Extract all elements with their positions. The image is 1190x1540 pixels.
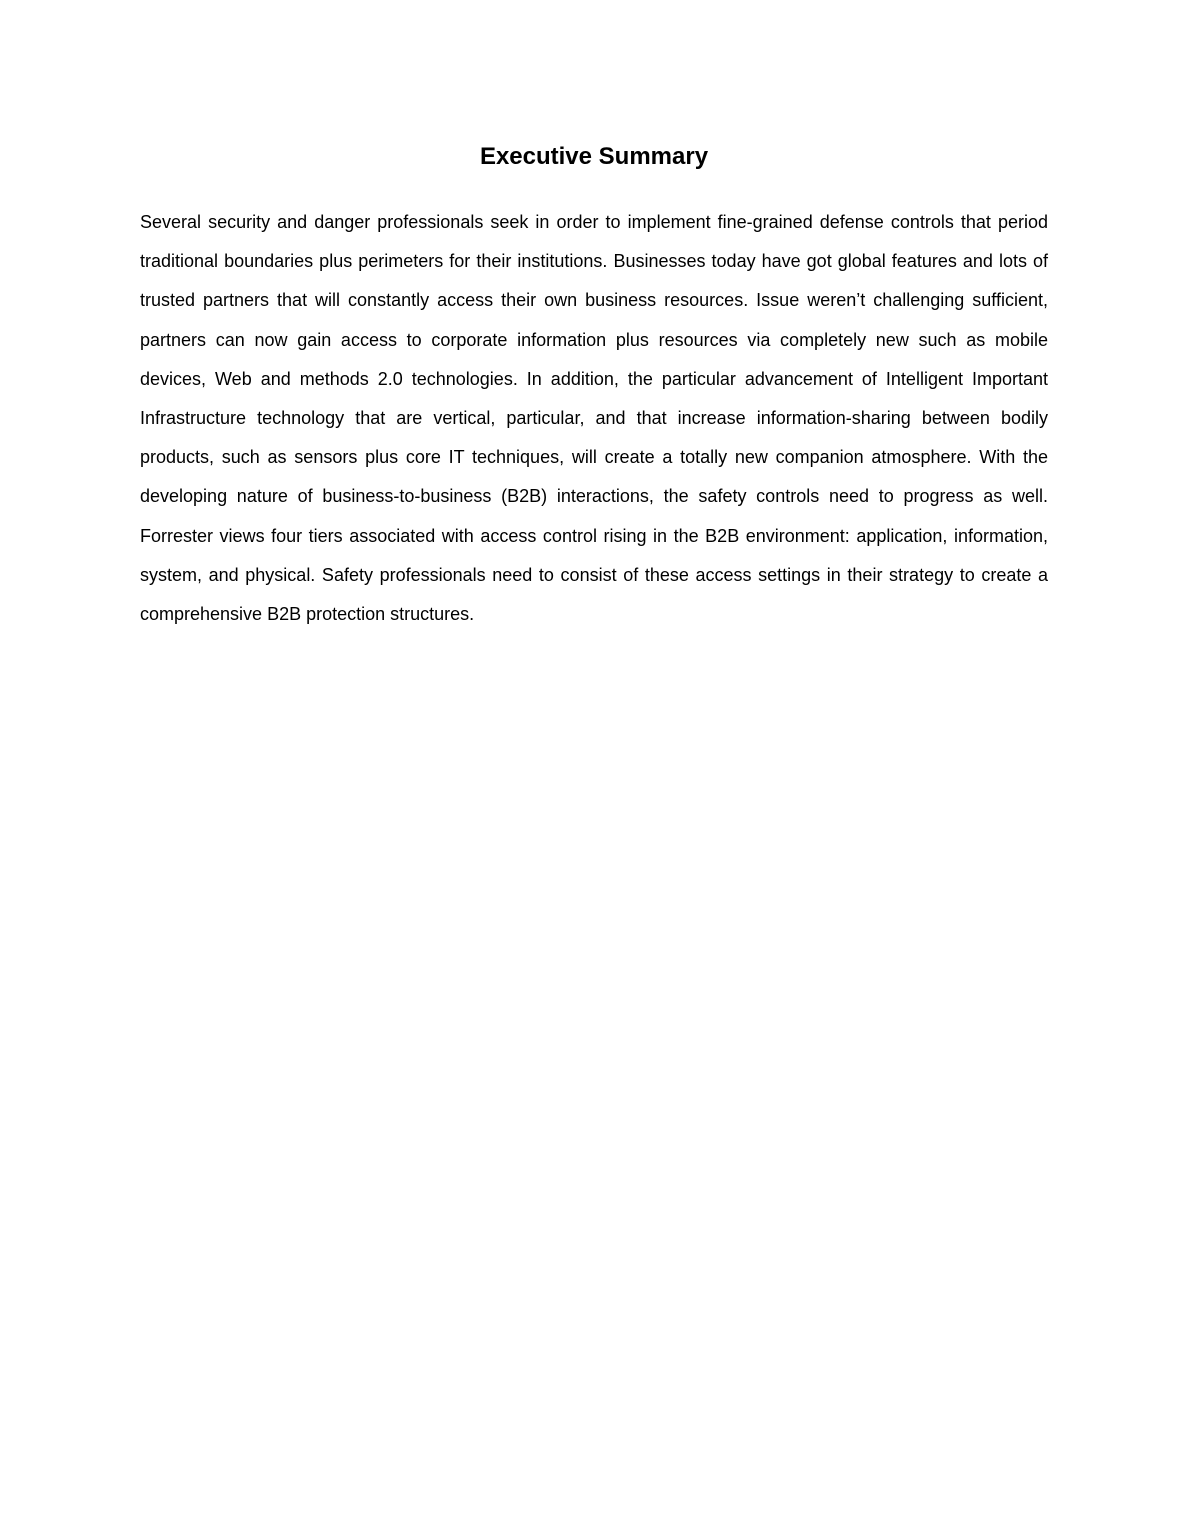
page-title: Executive Summary [479, 143, 709, 170]
body-paragraph: Several security and danger professionals seek in order to implement fine-grained defense controls that period traditional boundaries plus perimeters for their institutions. Businesses today have got global features and lots of trusted partners that will constantly access their own business resources. Issue weren’t challenging sufficient, partners can now gain access to corporate information plus resources via completely new such as mobile devices, Web and methods 2.0 technologies. In addition, the particular advancement of Intelligent Important Infrastructure technology that are vertical, particular, and that increase information-sharing between bodily products, such as sensors plus core IT techniques, will create a totally new companion atmosphere. With the developing nature of business-to-business (B2B) interactions, the safety controls need to progress as well. Forrester views four tiers associated with access control rising in the B2B environment: application, information, system, and physical. Safety professionals need to consist of these access settings in their strategy to create a comprehensive B2B protection structures. [140, 212, 1048, 625]
